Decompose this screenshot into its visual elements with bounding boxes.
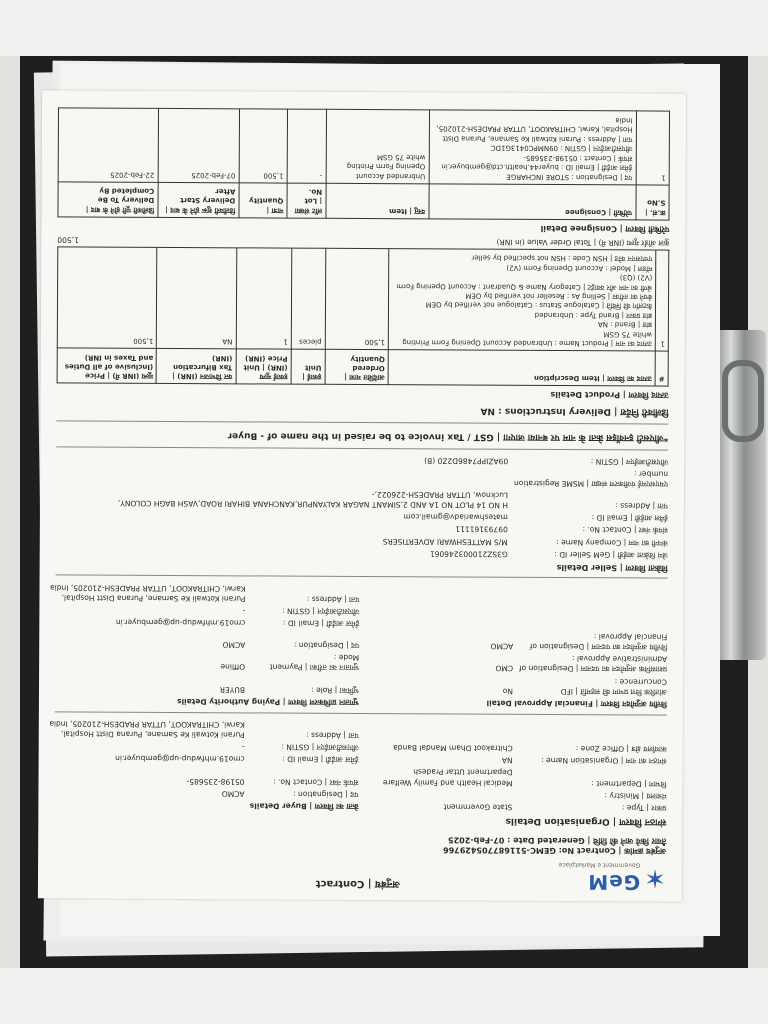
- total-label: कुल ऑर्डर मूल्य (INR में) | Total Order Value (in INR): [496, 237, 670, 248]
- paying-address-label: पता | Address :: [306, 594, 360, 604]
- seller-address-label: पता | Address :: [615, 501, 668, 511]
- cell: 22-Feb-2025: [58, 108, 158, 182]
- binder-clip-ring: [722, 360, 764, 442]
- col-header: मूल्य (INR में) | Price (Inclusive of all Duties and Taxes in INR): [57, 348, 157, 384]
- contract-page-upside-down: [38, 90, 686, 901]
- paying-heading: भुगतान प्राधिकरण विवरण | Paying Authority Details: [177, 696, 359, 707]
- logo-wordmark: GeM: [587, 870, 641, 895]
- seller-address-value: H NO 14 PLOT NO 1A AND 2,SIMANT NAGAR KALYANPUR,KANCHANA BIHARI ROAD,VASH BAGH COLONY, Lucknow, UTTAR PRADESH-226022,-: [117, 490, 509, 510]
- generated-date: तैयार किये जाने की तिथि | Generated Date : 07-Feb-2025: [448, 835, 667, 846]
- delivery-instructions: डिलीवरी निर्देश | Delivery Instructions : NA: [480, 406, 669, 418]
- buyer-contact-label: संपर्क नंबर | Contact No. :: [273, 777, 359, 787]
- gem-star-icon: ✶: [644, 862, 667, 894]
- product-heading: उत्पाद विवरण | Product Details: [550, 390, 669, 400]
- col-header: वस्तु | Item: [326, 183, 429, 219]
- document-header: [38, 830, 682, 901]
- seller-msme-value: [88, 464, 508, 488]
- consignee-table: [57, 108, 670, 221]
- col-header: #: [655, 351, 668, 386]
- contract-document: [38, 90, 686, 901]
- col-header: परेषिती | Consignee: [429, 183, 636, 219]
- org-buyer-grid: [49, 717, 667, 813]
- seller-contact-value: 09793161111: [455, 524, 508, 535]
- col-header: मात्रा | Quantity: [239, 182, 287, 218]
- buyer-designation-value: ACMO: [221, 789, 245, 799]
- cell: 07-Feb-2025: [158, 109, 239, 182]
- cell: NA: [157, 247, 237, 349]
- seller-gstin-value: 09AZIPP7486D2Z0 (B): [424, 456, 509, 466]
- ifd-value: No: [502, 686, 514, 696]
- order-total: [57, 234, 669, 247]
- paying-designation-label: पद | Designation :: [293, 640, 360, 651]
- org-department-value: Medical Health and Family Welfare Department Uttar Pradesh: [382, 767, 513, 788]
- seller-heading: विक्रेता विवरण | Seller Details: [556, 563, 668, 574]
- fin-approval-label: वित्तीय अनुमोदन का पदनाम | Designation of Financial Approval :: [529, 632, 668, 652]
- col-header: उत्पाद का विवरण | Item Description: [388, 350, 655, 387]
- divider: [56, 575, 668, 579]
- page-title: अनुबंध | Contract: [315, 877, 400, 890]
- background-top: [0, 0, 768, 56]
- product-header-row: [57, 348, 668, 387]
- payment-mode-value: Offline: [220, 662, 246, 672]
- total-value: 1,500: [57, 235, 79, 245]
- seller-gstin-label: जीएसटीआईएन | GSTIN :: [590, 456, 669, 467]
- org-organisation-value: NA: [501, 756, 513, 766]
- payment-mode-label: भुगतान का तरीका | Payment Mode :: [269, 653, 360, 673]
- seller-company-value: M/S MATTESHWARI ADVERTISERS: [382, 536, 508, 547]
- org-office-label: कार्यालय क्षेत्र | Office Zone :: [575, 744, 667, 754]
- admin-approval-value: CMO: [495, 664, 514, 674]
- divider: [56, 421, 668, 425]
- org-office-value: Chitrakoot Dham Mandal Banda: [393, 743, 513, 754]
- seller-msme-label: एमएसएमई पंजीकरण संख्या | MSME Registration number :: [513, 469, 669, 489]
- cell: 1,500: [325, 248, 389, 350]
- consignee-header-row: [58, 181, 669, 220]
- seller-contact-label: संपर्क नंबर | Contact No. :: [582, 525, 668, 536]
- seller-email-value: mateshwariadv@gmail.com: [403, 512, 508, 523]
- cell: 1: [636, 111, 670, 184]
- paying-gstin-label: जीएसटीआईएन | GSTIN :: [282, 606, 360, 616]
- buyer-address-label: पता | Address :: [306, 730, 359, 741]
- cell: Unbranded Account Opening Form Printing white 75 GSM: [326, 110, 429, 184]
- paying-address-value: Purani Kotwali Ke Samane, Purana Distt Hospital, Karwi, CHITRAKOOT, UTTAR PRADESH-210205, India: [50, 582, 246, 604]
- buyer-designation-label: पद | Designation :: [293, 789, 359, 799]
- col-header: आदेशित मात्रा | Ordered Quantity: [325, 349, 389, 385]
- table-row: [57, 247, 669, 352]
- buyer-address-value: Purani Kotwali Ke Samane, Purana Distt Hospital, Karwi, CHITRAKOOT, UTTAR PRADESH-210205, India: [49, 719, 245, 740]
- background-bottom: [0, 968, 768, 1024]
- fin-approval-value: ACMO: [490, 641, 514, 652]
- consignee-heading: परेषिती विवरण | Consignee Detail: [540, 223, 670, 234]
- col-header: इकाई | Unit: [291, 349, 325, 384]
- cell: पद | Designation : STORE INCHARGE ईमेल आईडी | Email ID : buyer44.health.ctd@gembuyer.in संपर्क | Contact : 05198-235685- जीएसटीआईएन | GSTIN : 09NMPC0413G1DC पता | Address : Purani Kotwali Ke Samane, Purana Distt Hospital, Karwi, CHITRAKOOT, UTTAR PRADESH-210205, India: [429, 110, 636, 184]
- org-ministry-label: मंत्रालय | Ministry :: [604, 791, 667, 801]
- col-header: इकाई मूल्य (INR) | Unit Price (INR): [236, 349, 292, 385]
- paying-gstin-value: -: [242, 606, 246, 616]
- seller-email-label: ईमेल आईडी | Email ID :: [591, 513, 668, 523]
- org-organisation-label: संगठन का नाम | Organisation Name :: [541, 756, 667, 766]
- cell: 1: [655, 250, 668, 351]
- org-type-label: प्रकार | Type :: [621, 803, 667, 813]
- cell: 1,500: [57, 247, 157, 349]
- logo-tagline: Government e Marketplace: [558, 861, 641, 869]
- buyer-email-value: cmo19.mhfwdup-up@gembuyer.in: [115, 754, 245, 764]
- cell: 1: [236, 248, 292, 350]
- product-table: [57, 246, 670, 387]
- seller-id-label: जेम विक्रेता आईडी | GeM Seller ID :: [554, 549, 668, 560]
- col-header: कर विभाजन (INR) | Tax Bifurcation (INR): [157, 349, 236, 385]
- buyer-gstin-value: -: [241, 742, 245, 752]
- buyer-contact-value: 05198-235685-: [186, 776, 245, 786]
- org-type-value: State Government: [443, 802, 513, 812]
- col-header: डिलीवरी पूरी होने के बाद | Delivery To Be Completed By: [58, 181, 158, 217]
- paying-email-label: ईमेल आईडी | Email ID :: [282, 618, 360, 628]
- cell: -: [287, 110, 326, 183]
- table-row: [58, 108, 669, 184]
- cell: उत्पाद का नाम | Product Name : Unbranded Account Opening Form Printing white 75 GSM ब्रांड | Brand : NA ब्रांड प्रकार | Brand Type : Unbranded कैटलॉग की स्थिति | Catalogue Status : Catalogue not verified by OEM बेचने का तरीका | Selling As : Reseller not verified by OEM श्रेणी का नाम और क्वाड्रंट | Category Name & Quadrant : Account Opening Form (V2) (Q3) मॉडल | Model : Account Opening Form (V2) एचएसएन कोड | HSN Code : HSN not specified by seller: [388, 248, 656, 351]
- org-department-label: विभाग | Department :: [591, 778, 667, 789]
- financial-heading: वित्तीय अनुमोदन विवरण | Financial Approval Detail: [486, 698, 667, 709]
- seller-id-value: G3SZ210003246061: [429, 549, 508, 559]
- col-header: डिलीवरी शुरू होने के बाद | Delivery Start After: [158, 182, 239, 218]
- gem-logo: [558, 860, 666, 896]
- col-header: क्र.सं. | S.No: [636, 184, 670, 219]
- ifd-label: आंतरिक वित्त प्रभाग की सहमति | IFD Concurrence :: [560, 676, 668, 697]
- buyer-gstin-label: जीएसटीआईएन | GSTIN :: [281, 742, 359, 753]
- gst-note: *जीएसटी इनवॉइस क्रेता के नाम पर बनाया जाएगा | GST / Tax invoice to be raised in the name of - Buyer: [227, 429, 669, 443]
- buyer-email-label: ईमेल आईडी | Email ID :: [282, 754, 359, 765]
- cell: 1,500: [239, 109, 287, 182]
- org-ministry-value: [362, 788, 512, 801]
- paying-role-label: भूमिका | Role :: [311, 685, 360, 695]
- cell: pieces: [291, 248, 325, 350]
- admin-approval-label: प्रशासनिक अनुमोदन का पदनाम | Designation of Administrative Approval :: [518, 654, 668, 675]
- org-heading: संगठन विवरण | Organisation Details: [505, 815, 667, 827]
- paying-designation-value: ACMO: [222, 640, 246, 650]
- financial-paying-grid: [50, 581, 668, 710]
- paying-email-value: cmo19.mhfwdup-up@gembuyer.in: [115, 617, 246, 628]
- contract-number: अनुबंध क्रमांक | Contract No: GEMC-511687705429766: [443, 845, 667, 856]
- divider: [55, 711, 667, 715]
- seller-grid: [56, 452, 669, 560]
- seller-company-label: कंपनी का नाम | Company Name :: [556, 537, 668, 548]
- col-header: लॉट संख्या | Lot No.: [287, 183, 326, 219]
- buyer-heading: क्रेता का विवरण | Buyer Details: [249, 801, 359, 811]
- divider: [56, 446, 668, 450]
- paying-role-value: BUYER: [219, 684, 246, 695]
